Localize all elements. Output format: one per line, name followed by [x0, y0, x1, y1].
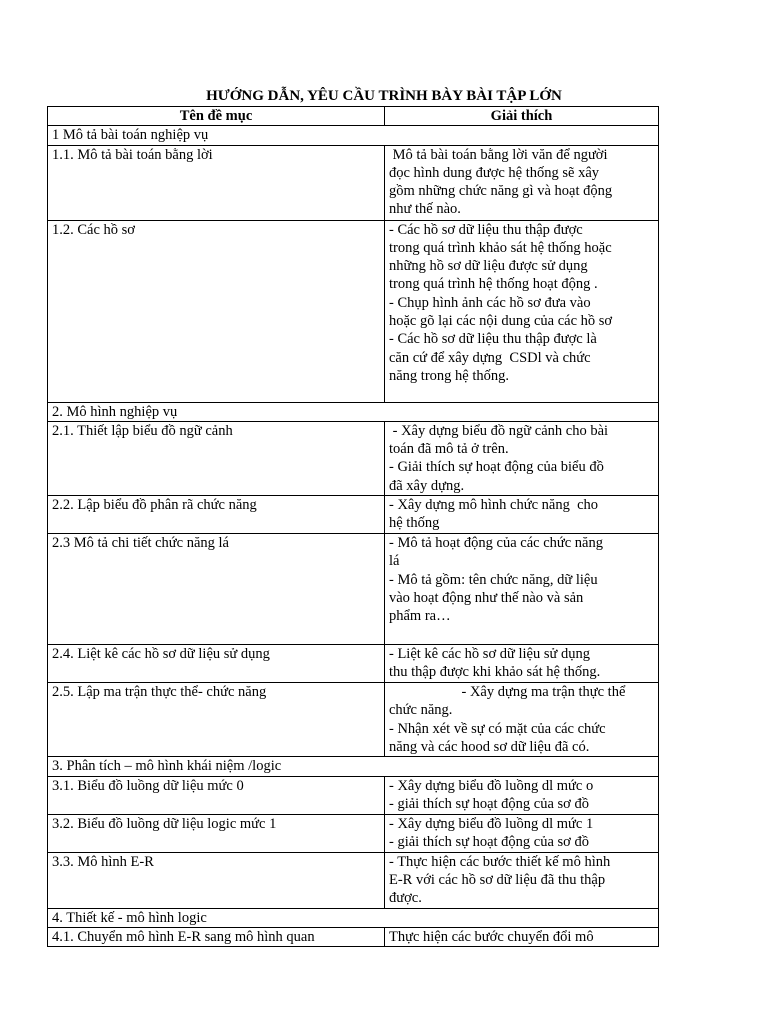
explanation-line: năng và các hood sơ dữ liệu đã có. [389, 738, 590, 755]
item-explanation-cell [385, 776, 659, 814]
section-row [48, 908, 659, 927]
section-row [48, 402, 659, 421]
section-heading: 1 Mô tả bài toán nghiệp vụ [48, 126, 659, 145]
item-title-cell: 3.2. Biểu đồ luồng dữ liệu logic mức 1 [48, 814, 385, 852]
section-heading: 4. Thiết kế - mô hình logic [48, 908, 659, 927]
explanation-line: - Mô tả hoạt động của các chức năng [389, 535, 603, 552]
explanation-line: toán đã mô tả ở trên. [389, 441, 509, 458]
explanation-line: hệ thống [389, 515, 440, 532]
item-title-cell: 2.3 Mô tả chi tiết chức năng lá [48, 534, 385, 645]
table-row [48, 683, 659, 757]
item-title-cell: 2.5. Lập ma trận thực thể- chức năng [48, 683, 385, 757]
item-title-cell: 3.1. Biểu đồ luồng dữ liệu mức 0 [48, 776, 385, 814]
item-title-cell: 3.3. Mô hình E-R [48, 852, 385, 908]
table-row [48, 645, 659, 683]
table-row [48, 852, 659, 908]
explanation-line: năng trong hệ thống. [389, 367, 510, 384]
explanation-line: - Nhận xét về sự có mặt của các chức [389, 720, 606, 737]
explanation-line: - Xây dựng biểu đồ luồng dl mức o [389, 777, 594, 794]
item-explanation-cell [385, 534, 659, 645]
item-explanation-cell [385, 421, 659, 495]
explanation-line: E-R với các hồ sơ dữ liệu đã thu thập [389, 871, 606, 888]
section-heading: 2. Mô hình nghiệp vụ [48, 402, 659, 421]
item-explanation-cell [385, 927, 659, 946]
table-row [48, 421, 659, 495]
table-row [48, 776, 659, 814]
table-row [48, 496, 659, 534]
section-row [48, 757, 659, 776]
explanation-line: - Các hồ sơ dữ liệu thu thập được [389, 221, 583, 238]
explanation-line: căn cứ để xây dựng CSDl và chức [389, 349, 591, 366]
table-header-row [48, 107, 659, 126]
explanation-line: - giải thích sự hoạt động của sơ đồ [389, 795, 589, 812]
item-explanation-cell [385, 852, 659, 908]
item-explanation-cell [385, 645, 659, 683]
explanation-line: thu thập được khi khảo sát hệ thống. [389, 664, 601, 681]
item-explanation-cell [385, 220, 659, 402]
explanation-line: trong quá trình hệ thống hoạt động . [389, 276, 598, 293]
explanation-line: lá [389, 553, 400, 570]
explanation-line: phẩm ra… [389, 608, 451, 625]
table-row [48, 927, 659, 946]
section-heading: 3. Phân tích – mô hình khái niệm /logic [48, 757, 659, 776]
explanation-line: - Giải thích sự hoạt động của biểu đồ [389, 459, 604, 476]
item-title-cell: 2.1. Thiết lập biểu đồ ngữ cảnh [48, 421, 385, 495]
explanation-line: - Xây dựng biểu đồ luồng dl mức 1 [389, 815, 594, 832]
table-body [48, 126, 659, 947]
item-title-cell: 2.2. Lập biểu đồ phân rã chức năng [48, 496, 385, 534]
column-header-explanation: Giải thích [385, 107, 659, 126]
explanation-line: - Mô tả gồm: tên chức năng, dữ liệu [389, 571, 598, 588]
column-header-title: Tên đề mục [48, 107, 385, 126]
explanation-line: vào hoạt động như thế nào và sản [389, 589, 584, 606]
item-title-cell: 1.2. Các hồ sơ [48, 220, 385, 402]
item-title-cell: 1.1. Mô tả bài toán bằng lời [48, 145, 385, 220]
item-title-cell: 4.1. Chuyển mô hình E-R sang mô hình quan [48, 927, 385, 946]
guide-table [47, 106, 659, 947]
explanation-line: những hồ sơ dữ liệu được sử dụng [389, 258, 588, 275]
explanation-line: - Xây dựng biểu đồ ngữ cảnh cho bài [389, 422, 609, 439]
explanation-line: chức năng. [389, 702, 453, 719]
item-explanation-cell [385, 145, 659, 220]
explanation-line: - Các hồ sơ dữ liệu thu thập được là [389, 331, 597, 348]
item-explanation-cell [385, 683, 659, 757]
explanation-line: như thế nào. [389, 201, 461, 218]
explanation-line: - Chụp hình ảnh các hồ sơ đưa vào [389, 294, 591, 311]
explanation-line: - Liệt kê các hồ sơ dữ liệu sử dụng [389, 646, 590, 663]
explanation-line: Thực hiện các bước chuyển đổi mô [389, 928, 594, 945]
explanation-line: - giải thích sự hoạt động của sơ đồ [389, 833, 589, 850]
explanation-line: Mô tả bài toán bằng lời văn để người [389, 146, 608, 163]
table-row [48, 145, 659, 220]
explanation-line: - Xây dựng mô hình chức năng cho [389, 497, 599, 514]
page-title: HƯỚNG DẪN, YÊU CẦU TRÌNH BÀY BÀI TẬP LỚN [206, 88, 562, 104]
table-row [48, 220, 659, 402]
table-row [48, 534, 659, 645]
explanation-line: đã xây dựng. [389, 477, 465, 494]
explanation-line: được. [389, 890, 422, 907]
explanation-line: gồm những chức năng gì và hoạt động [389, 183, 613, 200]
explanation-line: - Xây dựng ma trận thực thể [389, 684, 626, 701]
explanation-line: trong quá trình khảo sát hệ thống hoặc [389, 239, 612, 256]
explanation-line: đọc hình dung được hệ thống sẽ xây [389, 164, 600, 181]
item-explanation-cell [385, 814, 659, 852]
item-title-cell: 2.4. Liệt kê các hồ sơ dữ liệu sử dụng [48, 645, 385, 683]
explanation-line: hoặc gõ lại các nội dung của các hồ sơ [389, 313, 613, 330]
section-row [48, 126, 659, 145]
item-explanation-cell [385, 496, 659, 534]
explanation-line: - Thực hiện các bước thiết kế mô hình [389, 853, 611, 870]
table-row [48, 814, 659, 852]
